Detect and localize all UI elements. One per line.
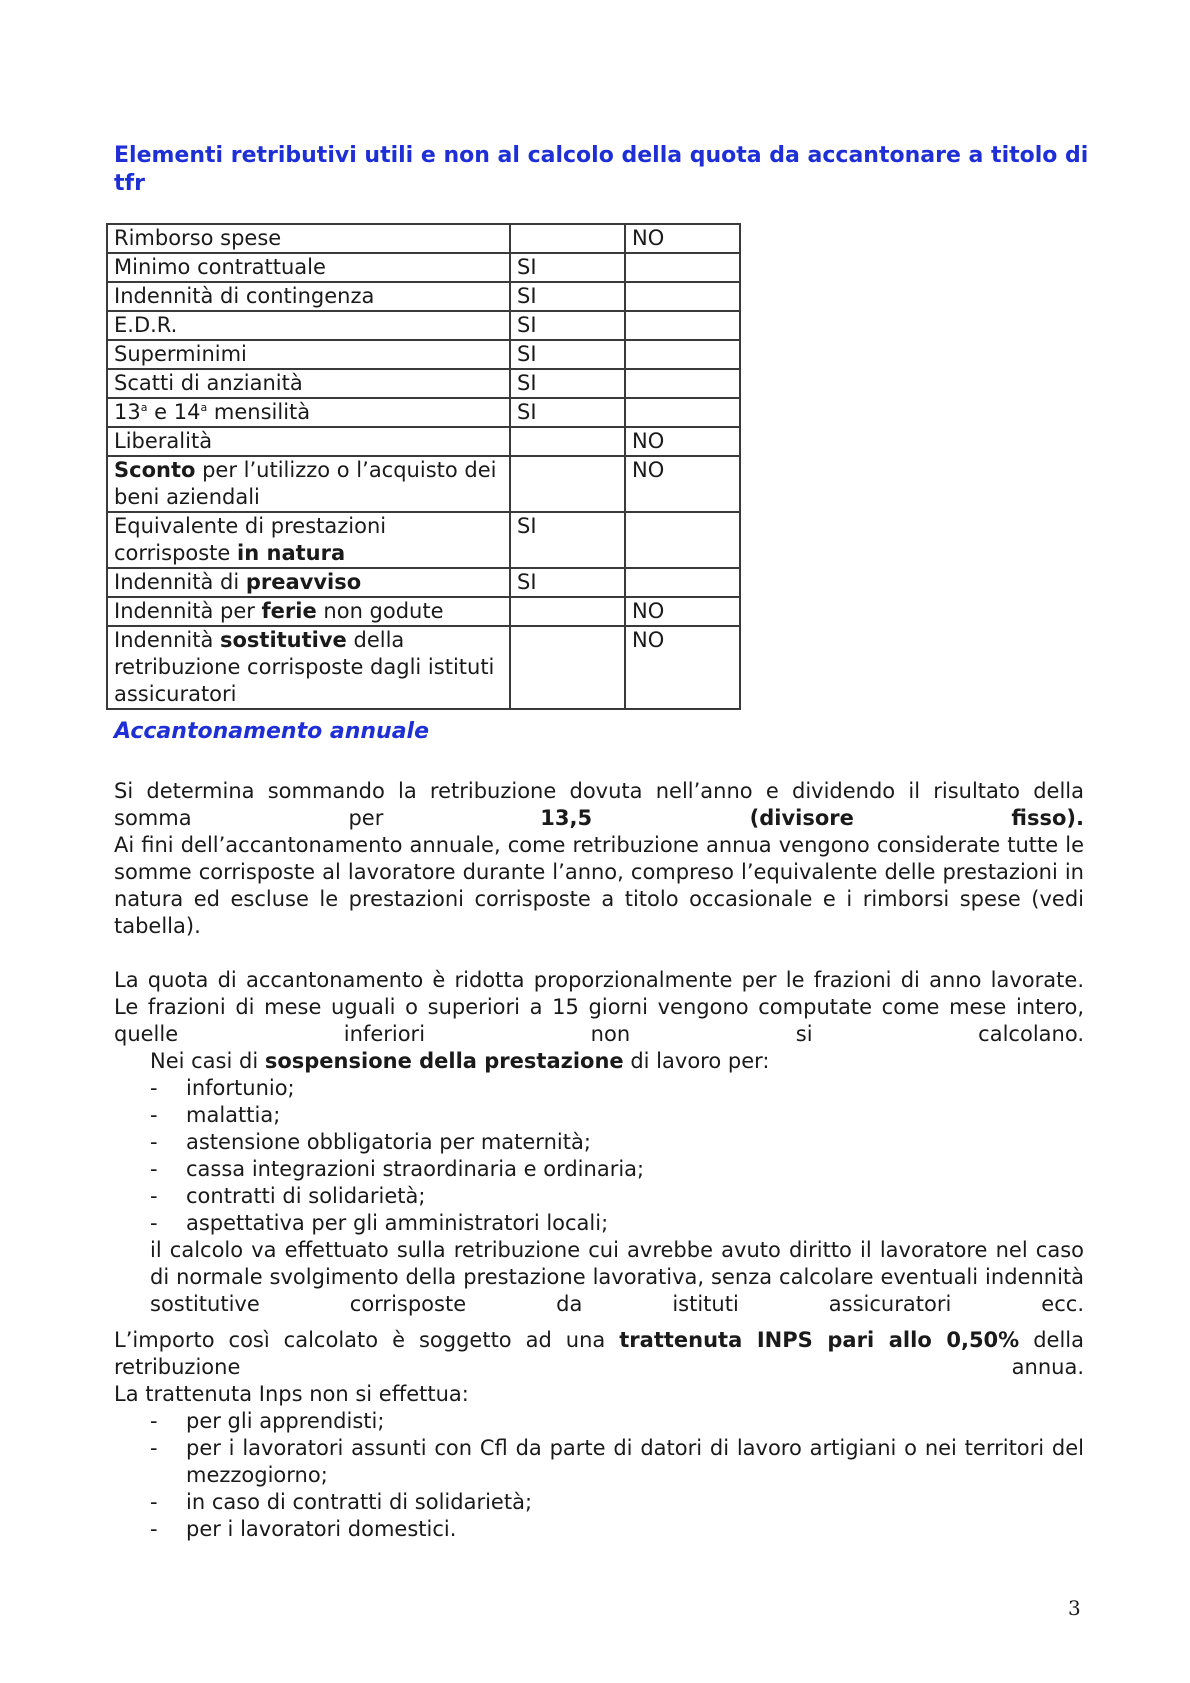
tfr-elements-table — [106, 223, 741, 710]
no-cell: NO — [625, 427, 740, 456]
list-item: - aspettativa per gli amministratori locali; — [150, 1210, 1084, 1237]
si-cell: SI — [510, 512, 625, 568]
no-cell — [625, 311, 740, 340]
suspension-intro: Nei casi di sospensione della prestazione di lavoro per: — [150, 1049, 770, 1073]
row-label: Equivalente di prestazioni corrisposte in natura — [107, 512, 510, 568]
paragraph-divisor: Si determina sommando la retribuzione dovuta nell’anno e dividendo il risultato della somma per 13,5 (divisore fisso). — [114, 779, 1084, 830]
no-cell: NO — [625, 626, 740, 709]
body-text-fractions — [114, 967, 1084, 1318]
no-cell: NO — [625, 597, 740, 626]
no-cell — [625, 398, 740, 427]
suspension-block — [114, 1048, 1084, 1318]
body-text-inps — [114, 1327, 1084, 1543]
si-cell — [510, 626, 625, 709]
si-cell: SI — [510, 398, 625, 427]
row-label: 13$^a$ e 14$^a$ mensilità — [107, 398, 510, 427]
table-row — [107, 369, 740, 398]
table-row — [107, 597, 740, 626]
row-label: Indennità di contingenza — [107, 282, 510, 311]
row-label: Indennità per ferie non godute — [107, 597, 510, 626]
row-label: Superminimi — [107, 340, 510, 369]
table-row — [107, 456, 740, 512]
no-cell — [625, 340, 740, 369]
no-cell — [625, 512, 740, 568]
table-row — [107, 512, 740, 568]
paragraph-fractions: La quota di accantonamento è ridotta proporzionalmente per le frazioni di anno lavorate. Le frazioni di mese uguali o superiori a 15 giorni vengono computate come mese intero, quelle inferiori non si calcolano. — [114, 968, 1084, 1046]
suspension-after: il calcolo va effettuato sulla retribuzione cui avrebbe avuto diritto il lavoratore nel caso di normale svolgimento della prestazione lavorativa, senza calcolare eventuali indennità sostitutive corrisposte da istituti assicuratori ecc. — [150, 1238, 1084, 1316]
table-row — [107, 568, 740, 597]
si-cell — [510, 597, 625, 626]
paragraph-annual-pay: Ai fini dell’accantonamento annuale, come retribuzione annua vengono considerate tutte le somme corrisposte al lavoratore durante l’anno, compreso l’equivalente delle prestazioni in natura ed escluse le prestazioni corrisposte a titolo occasionale e i rimborsi spese (vedi tabella). — [114, 833, 1084, 938]
si-cell: SI — [510, 282, 625, 311]
body-text — [114, 778, 1084, 940]
row-label: Liberalità — [107, 427, 510, 456]
list-item: - per gli apprendisti; — [150, 1408, 1084, 1435]
no-cell: NO — [625, 224, 740, 253]
row-label: Sconto per l’utilizzo o l’acquisto dei beni aziendali — [107, 456, 510, 512]
list-item: - per i lavoratori domestici. — [150, 1516, 1084, 1543]
si-cell — [510, 456, 625, 512]
row-label: E.D.R. — [107, 311, 510, 340]
suspension-list — [150, 1075, 1084, 1237]
no-cell — [625, 369, 740, 398]
list-item: - astensione obbligatoria per maternità; — [150, 1129, 1084, 1156]
table-row — [107, 282, 740, 311]
table-row — [107, 398, 740, 427]
no-cell — [625, 253, 740, 282]
row-label: Indennità di preavviso — [107, 568, 510, 597]
paragraph-inps-withholding: L’importo così calcolato è soggetto ad una trattenuta INPS pari allo 0,50% della retribuzione annua. — [114, 1328, 1084, 1379]
si-cell — [510, 427, 625, 456]
si-cell: SI — [510, 568, 625, 597]
si-cell: SI — [510, 369, 625, 398]
si-cell: SI — [510, 340, 625, 369]
row-label: Indennità sostitutive della retribuzione corrisposte dagli istituti assicuratori — [107, 626, 510, 709]
list-item: - contratti di solidarietà; — [150, 1183, 1084, 1210]
si-cell: SI — [510, 311, 625, 340]
table-row — [107, 340, 740, 369]
row-label: Rimborso spese — [107, 224, 510, 253]
table-row — [107, 626, 740, 709]
list-item: - infortunio; — [150, 1075, 1084, 1102]
table-row — [107, 224, 740, 253]
page-number: 3 — [1068, 1596, 1081, 1620]
list-item: - cassa integrazioni straordinaria e ordinaria; — [150, 1156, 1084, 1183]
row-label: Scatti di anzianità — [107, 369, 510, 398]
list-item: - malattia; — [150, 1102, 1084, 1129]
list-item: - per i lavoratori assunti con Cfl da parte di datori di lavoro artigiani o nei territori del mezzogiorno; — [150, 1435, 1084, 1489]
inps-intro: La trattenuta Inps non si effettua: — [114, 1382, 469, 1406]
table-row — [107, 253, 740, 282]
no-cell — [625, 568, 740, 597]
table-row — [107, 427, 740, 456]
section-subtitle: Accantonamento annuale — [114, 719, 430, 744]
row-label: Minimo contrattuale — [107, 253, 510, 282]
si-cell — [510, 224, 625, 253]
si-cell: SI — [510, 253, 625, 282]
list-item: - in caso di contratti di solidarietà; — [150, 1489, 1084, 1516]
section-title: Elementi retributivi utili e non al calcolo della quota da accantonare a titolo di tfr — [114, 143, 1089, 196]
table-row — [107, 311, 740, 340]
no-cell — [625, 282, 740, 311]
inps-exemptions-list — [114, 1408, 1084, 1543]
no-cell: NO — [625, 456, 740, 512]
